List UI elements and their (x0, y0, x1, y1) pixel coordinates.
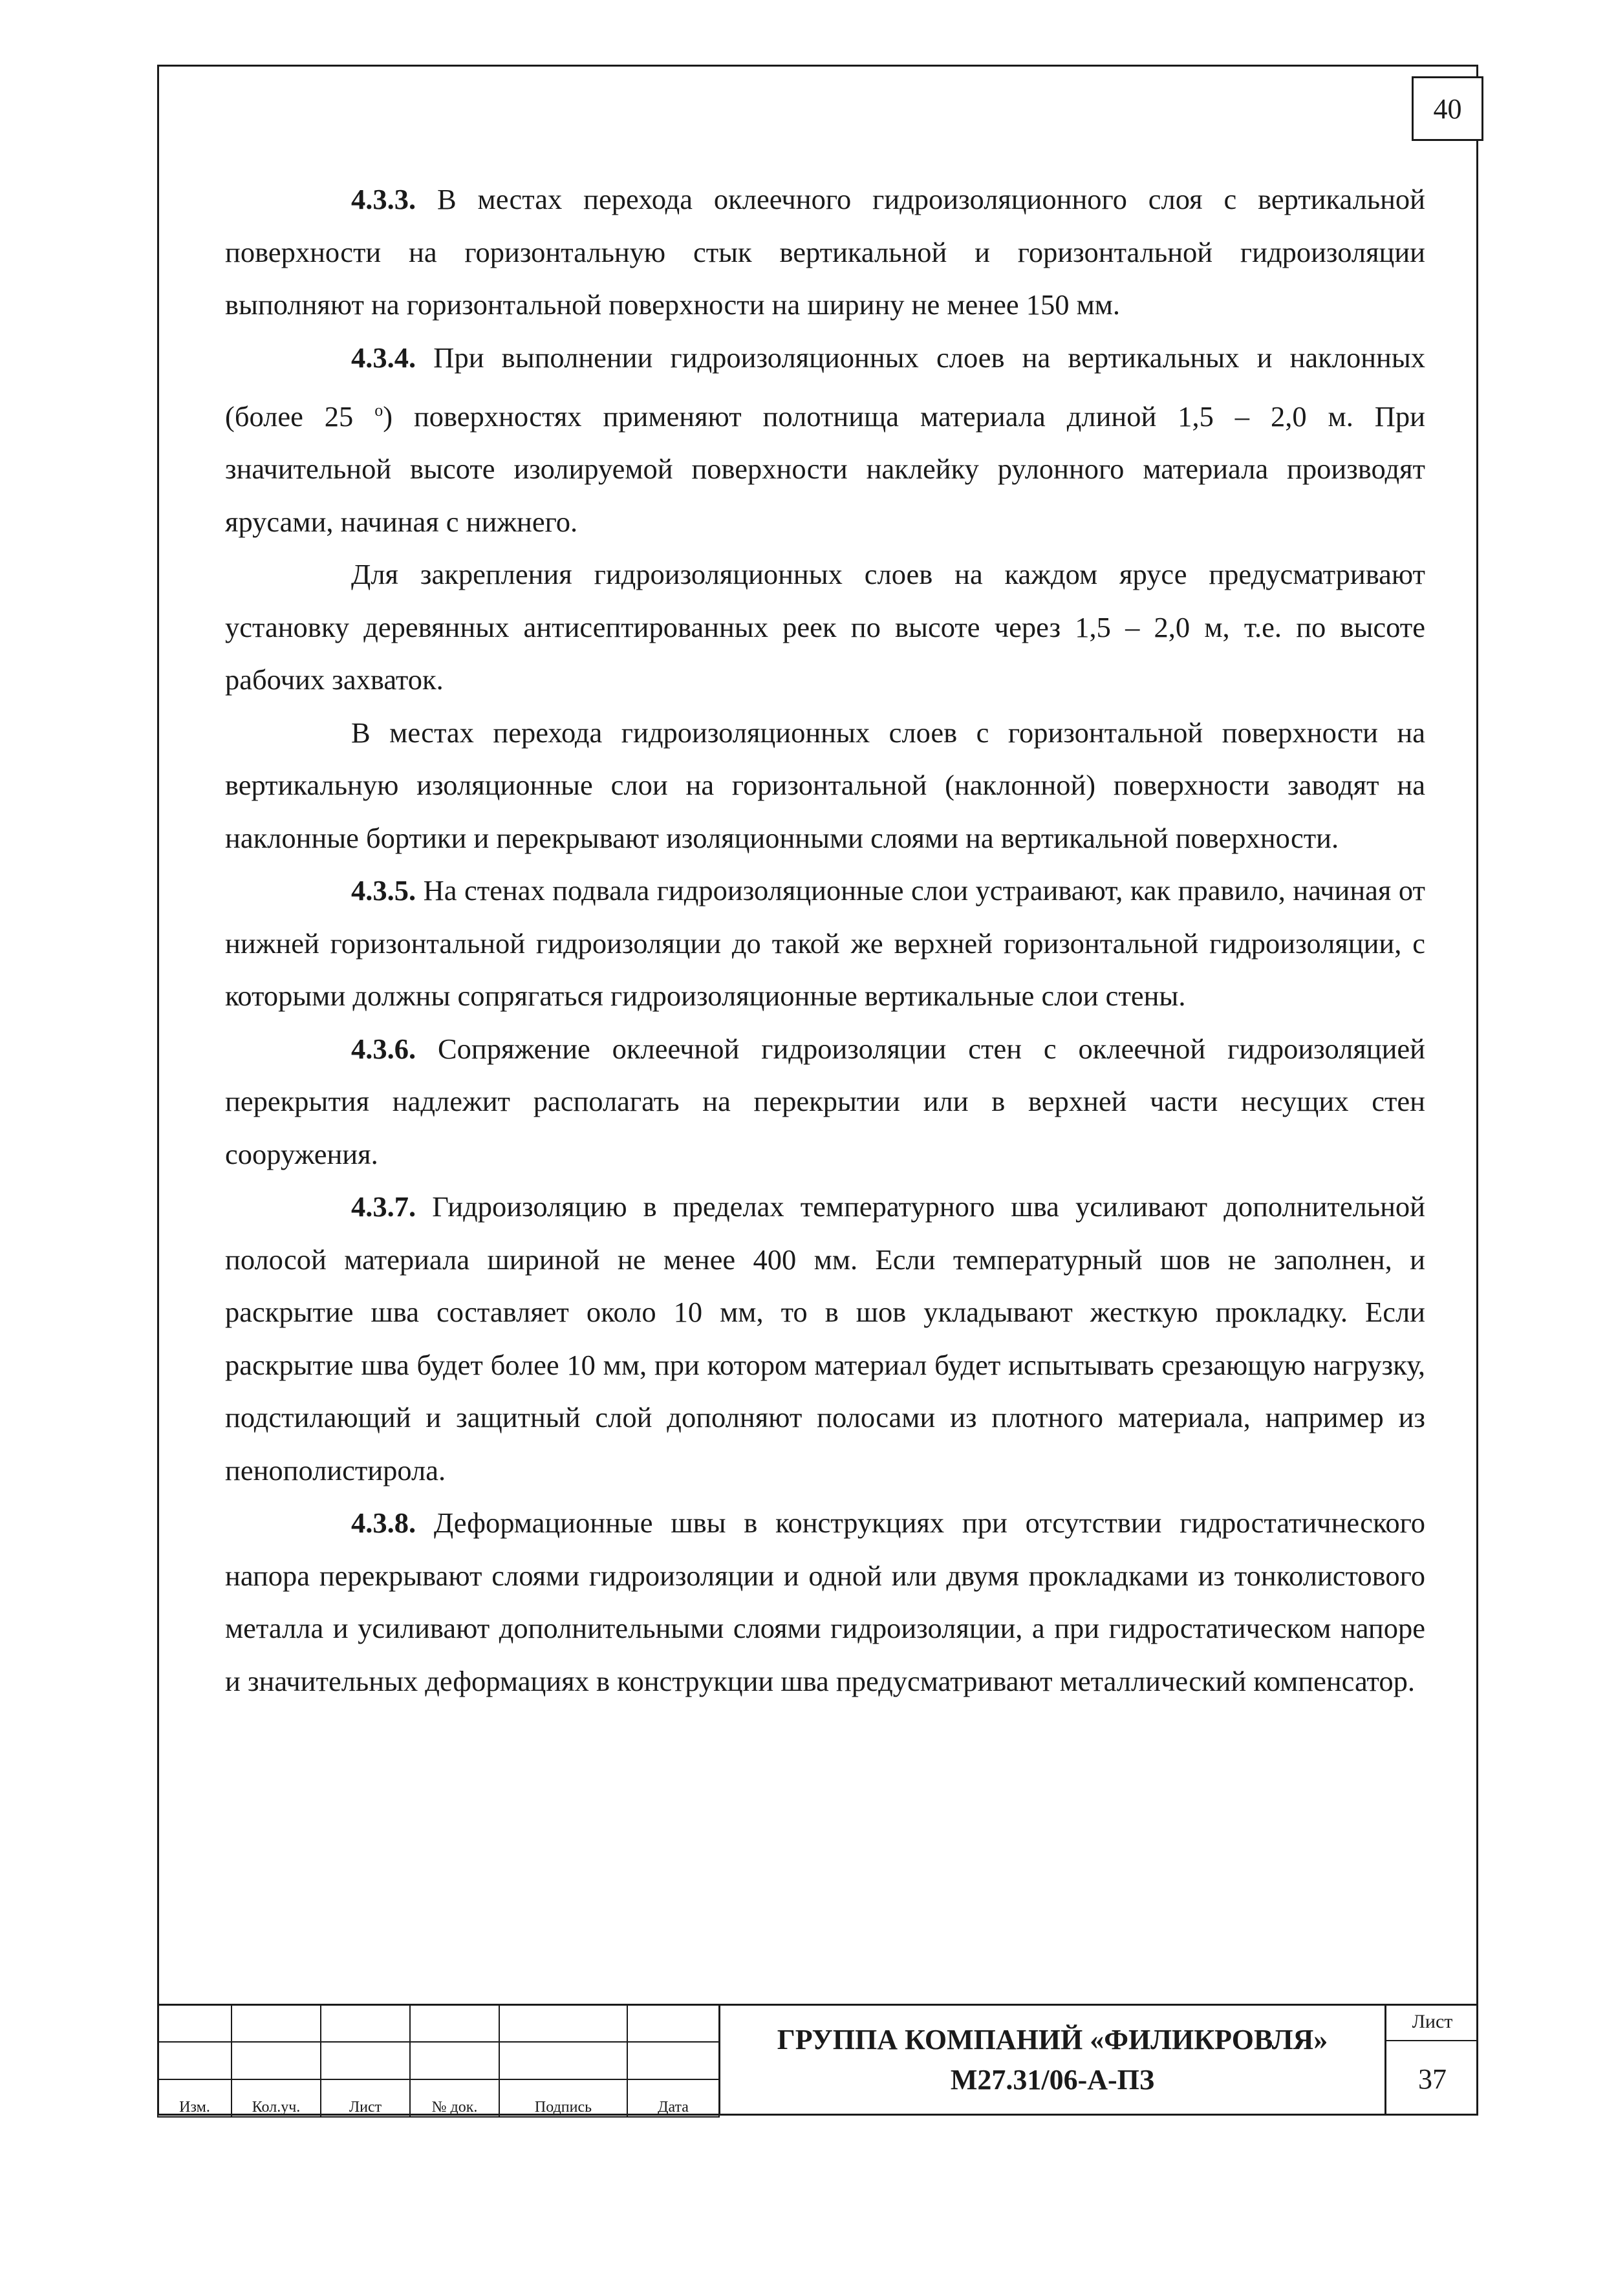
paragraph-text: Для закрепления гидроизоляционных слоев на каждом ярусе предусматривают установку деревянных антисептированных реек по высоте через 1,5 – 2,0 м, т.е. по высоте рабочих захваток. (225, 558, 1425, 696)
clause-number: 4.3.8. (351, 1507, 416, 1540)
col-header: Изм. (158, 2079, 232, 2117)
sheet-cell (1386, 2004, 1478, 2116)
page-number-box (1412, 76, 1483, 141)
column-header-row (158, 2079, 719, 2117)
sheet-label: Лист (1386, 2004, 1478, 2041)
title-block-caption (718, 2004, 1386, 2116)
title-block (157, 2004, 1478, 2116)
revision-row (158, 2004, 719, 2042)
clause-number: 4.3.5. (351, 874, 416, 907)
paragraph-fixing (225, 548, 1425, 707)
revision-row (158, 2042, 719, 2079)
revision-table (157, 2004, 720, 2118)
paragraph-text: Гидроизоляцию в пределах температурного шва усиливают дополнительной полосой материала шириной не менее 400 мм. Если температурный шов не заполнен, и раскрытие шва составляет около 10 мм, то в шов укладывают жесткую прокладку. Если раскрытие шва будет более 10 мм, при котором материал будет испытывать срезающую нагрузку, подстилающий и защитный слой дополняют полосами из плотного материала, например из пенополистирола. (225, 1190, 1425, 1486)
paragraph-text: В местах перехода гидроизоляционных слоев с горизонтальной поверхности на вертикальную изоляционные слои на горизонтальной (наклонной) поверхности заводят на наклонные бортики и перекрывают изоляционными слоями на вертикальной поверхности. (225, 716, 1425, 854)
clause-number: 4.3.3. (351, 183, 416, 215)
sheet-number: 37 (1418, 2063, 1447, 2095)
paragraph-4-3-4 (225, 332, 1425, 549)
paragraph-text: ) поверхностях применяют полотнища материала длиной 1,5 – 2,0 м. При значительной высоте изолируемой поверхности наклейку рулонного материала производят ярусами, начиная с нижнего. (225, 400, 1425, 538)
page-number: 40 (1433, 92, 1462, 125)
clause-number: 4.3.4. (351, 341, 416, 374)
col-header: № док. (410, 2079, 499, 2117)
paragraph-text: Сопряжение оклеечной гидроизоляции стен с оклеечной гидроизоляцией перекрытия надлежит располагать на перекрытии или в верхней части несущих стен сооружения. (225, 1032, 1425, 1170)
col-header: Подпись (499, 2079, 627, 2117)
document-body (225, 173, 1425, 1708)
paragraph-4-3-6 (225, 1023, 1425, 1181)
paragraph-4-3-5 (225, 864, 1425, 1023)
paragraph-text: В местах перехода оклеечного гидроизоляционного слоя с вертикальной поверхности на горизонтальную стык вертикальной и горизонтальной гидроизоляции выполняют на горизонтальной поверхности на ширину не менее 150 мм. (225, 183, 1425, 321)
paragraph-transition (225, 707, 1425, 865)
paragraph-text: При выполнении гидроизоляционных слоев на вертикальных и наклонных (более 25 (225, 341, 1425, 433)
paragraph-text: Деформационные швы в конструкциях при отсутствии гидростатичнеского напора перекрывают слоями гидроизоляции и одной или двумя прокладками из тонколистового металла и усиливают дополнительными слоями гидроизоляции, а при гидростатическом напоре и значительных деформациях в конструкции шва предусматривают металлический компенсатор. (225, 1507, 1425, 1697)
document-code: М27.31/06-А-ПЗ (950, 2063, 1155, 2096)
degree-superscript: о (374, 401, 383, 420)
paragraph-4-3-8 (225, 1497, 1425, 1708)
company-name: ГРУППА КОМПАНИЙ «ФИЛИКРОВЛЯ» (777, 2023, 1328, 2055)
col-header: Дата (627, 2079, 719, 2117)
paragraph-4-3-3 (225, 173, 1425, 332)
col-header: Кол.уч. (232, 2079, 321, 2117)
clause-number: 4.3.7. (351, 1190, 416, 1223)
col-header: Лист (321, 2079, 410, 2117)
paragraph-text: На стенах подвала гидроизоляционные слои устраивают, как правило, начиная от нижней горизонтальной гидроизоляции до такой же верхней горизонтальной гидроизоляции, с которыми должны сопрягаться гидроизоляционные вертикальные слои стены. (225, 874, 1425, 1013)
paragraph-4-3-7 (225, 1181, 1425, 1497)
clause-number: 4.3.6. (351, 1032, 416, 1065)
